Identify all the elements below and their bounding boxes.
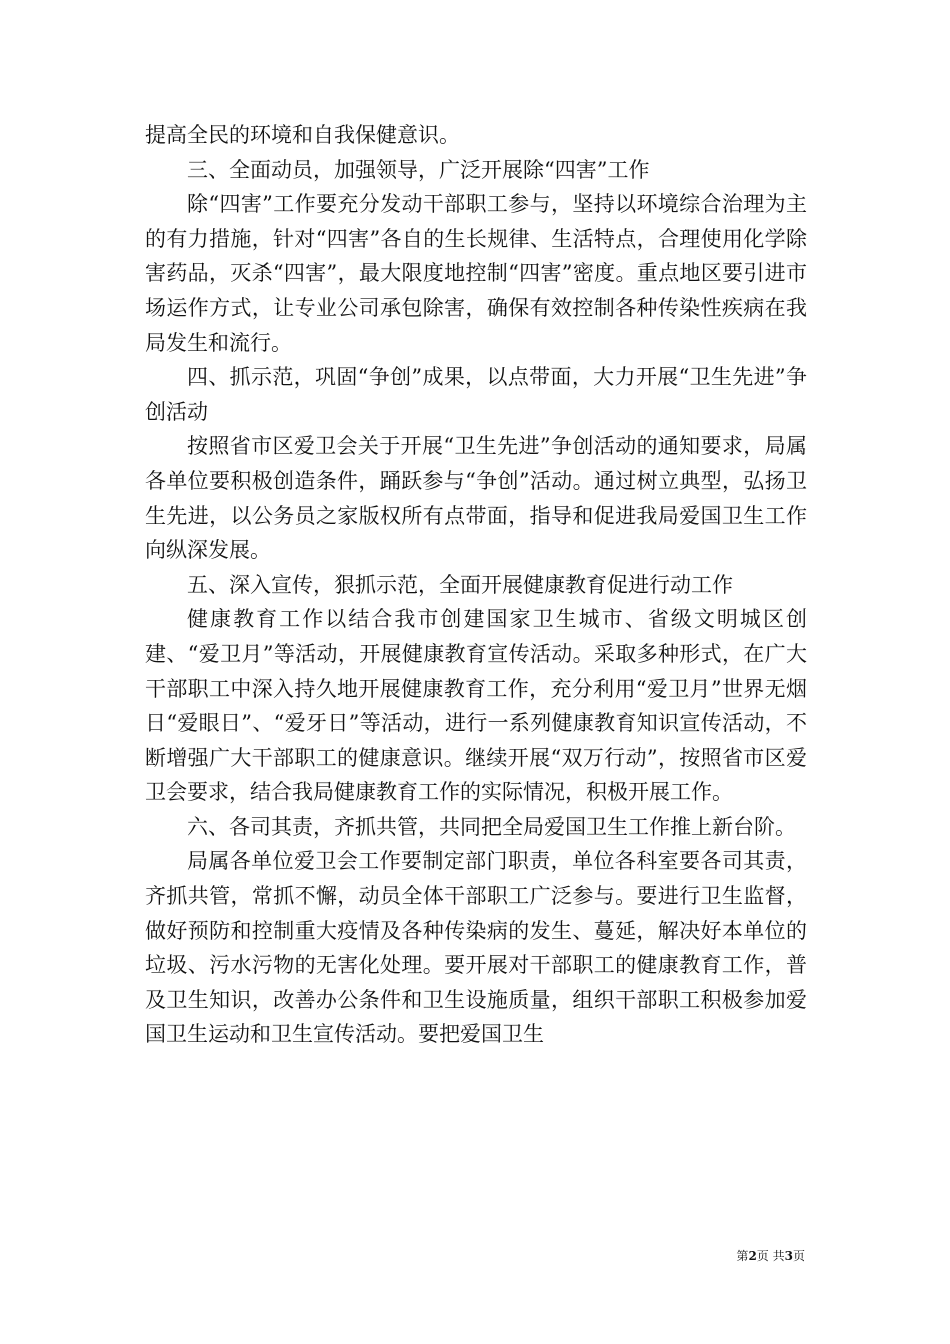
current-page-number: 2 bbox=[748, 1249, 757, 1263]
total-page-count: 3 bbox=[784, 1249, 793, 1263]
paragraph: 六、各司其责，齐抓共管，共同把全局爱国卫生工作推上新台阶。 bbox=[187, 814, 796, 839]
paragraph: 按照省市区爱卫会关于开展“卫生先进”争创活动的通知要求，局属各单位要积极创造条件，踊跃参与“争创”活动。通过树立典型，弘扬卫生先进，以公务员之家版权所有点带面，指导和促进我局爱国卫生工作向纵深发展。 bbox=[145, 434, 807, 563]
page-footer bbox=[736, 1247, 805, 1264]
footer-middle: 页 共 bbox=[756, 1249, 785, 1263]
footer-suffix: 页 bbox=[792, 1249, 805, 1263]
paragraph: 提高全民的环境和自我保健意识。 bbox=[145, 123, 460, 147]
footer-prefix: 第 bbox=[736, 1249, 749, 1263]
paragraph: 除“四害”工作要充分发动干部职工参与，坚持以环境综合治理为主的有力措施，针对“四害”各自的生长规律、生活特点，合理使用化学除害药品，灭杀“四害”，最大限度地控制“四害”密度。重点地区要引进市场运作方式，让专业公司承包除害，确保有效控制各种传染性疾病在我局发生和流行。 bbox=[145, 192, 807, 355]
paragraph: 四、抓示范，巩固“争创”成果，以点带面，大力开展“卫生先进”争创活动 bbox=[145, 365, 807, 424]
paragraph: 三、全面动员，加强领导，广泛开展除“四害”工作 bbox=[187, 157, 650, 182]
paragraph: 健康教育工作以结合我市创建国家卫生城市、省级文明城区创建、“爱卫月”等活动，开展健康教育宣传活动。采取多种形式，在广大干部职工中深入持久地开展健康教育工作，充分利用“爱卫月”世界无烟日“爱眼日”、“爱牙日”等活动，进行一系列健康教育知识宣传活动，不断增强广大干部职工的健康意识。继续开展“双万行动”，按照省市区爱卫会要求，结合我局健康教育工作的实际情况，积极开展工作。 bbox=[145, 607, 807, 805]
document-body bbox=[145, 118, 807, 1052]
paragraph: 五、深入宣传，狠抓示范，全面开展健康教育促进行动工作 bbox=[187, 572, 733, 597]
paragraph: 局属各单位爱卫会工作要制定部门职责，单位各科室要各司其责，齐抓共管，常抓不懈，动员全体干部职工广泛参与。要进行卫生监督，做好预防和控制重大疫情及各种传染病的发生、蔓延，解决好本单位的垃圾、污水污物的无害化处理。要开展对干部职工的健康教育工作，普及卫生知识，改善办公条件和卫生设施质量，组织干部职工积极参加爱国卫生运动和卫生宣传活动。要把爱国卫生 bbox=[145, 849, 807, 1047]
